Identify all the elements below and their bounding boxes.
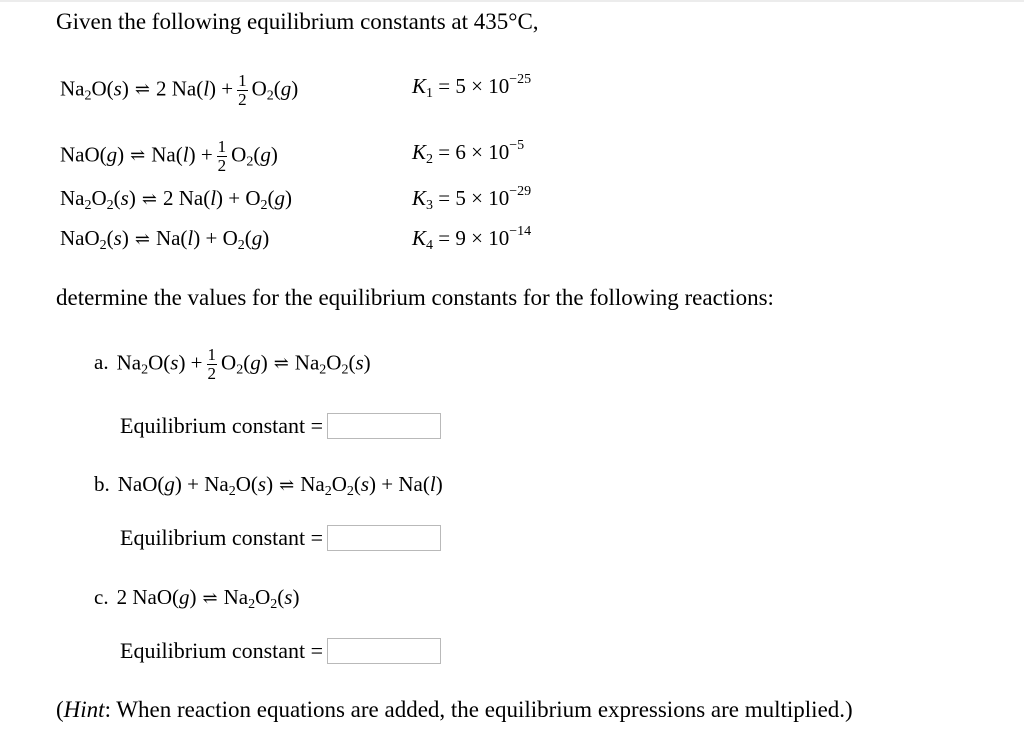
k4-value: $K_4 = 9 \times 10^{-14}$ <box>412 224 532 253</box>
given-reaction-2: NaO(g) ⇌ Na(l) + $\frac{1}{2}$ $O_2(g)$ <box>60 137 278 175</box>
instruction-text: determine the values for the equilibrium constants for the following reactions: <box>56 285 774 310</box>
k1-value: $K_1 = 5 \times 10^{-25}$ <box>412 72 532 101</box>
part-b-answer-input[interactable] <box>327 525 441 551</box>
part-a-answer-row <box>120 411 441 441</box>
k3-value: $K_3 = 5 \times 10^{-29}$ <box>412 184 532 213</box>
k2-value: $K_2 = 6 \times 10^{-5}$ <box>412 138 525 167</box>
part-b-answer-label: Equilibrium constant = <box>120 525 324 550</box>
top-divider <box>0 0 1024 2</box>
part-c-answer-row <box>120 636 441 666</box>
intro-text: Given the following equilibrium constants at 435°C, <box>56 9 539 34</box>
given-reaction-1: $Na_2O(s)$ ⇌ 2 Na(l) + $\frac{1}{2}$ $O_2(g)$ <box>60 71 299 109</box>
hint-word: Hint <box>63 697 105 722</box>
given-reaction-4: NaO$_2$(s) ⇌ $Na(l) + O_2(g)$ <box>60 226 270 253</box>
part-a-answer-label: Equilibrium constant = <box>120 413 324 438</box>
part-b-answer-row <box>120 523 441 553</box>
part-b-reaction: b. $NaO(g) + Na_2O(s)$ ⇌ $Na_2O_2(s) + Na(l)$ <box>94 472 443 499</box>
part-a-reaction: a. $Na_2O(s)$ + $\frac{1}{2}$ $O_2(g)$ ⇌ $Na_2O_2(s)$ <box>94 345 371 383</box>
part-a-answer-input[interactable] <box>327 413 441 439</box>
hint-text: (Hint: When reaction equations are added, the equilibrium expressions are multiplied.) <box>56 697 853 722</box>
part-c-reaction: c. 2 NaO(g) ⇌ $Na_2O_2(s)$ <box>94 585 300 612</box>
given-reaction-3: $Na_2O_2(s)$ ⇌ 2 $Na(l) + O_2(g)$ <box>60 186 293 213</box>
part-c-answer-input[interactable] <box>327 638 441 664</box>
part-c-answer-label: Equilibrium constant = <box>120 638 324 663</box>
